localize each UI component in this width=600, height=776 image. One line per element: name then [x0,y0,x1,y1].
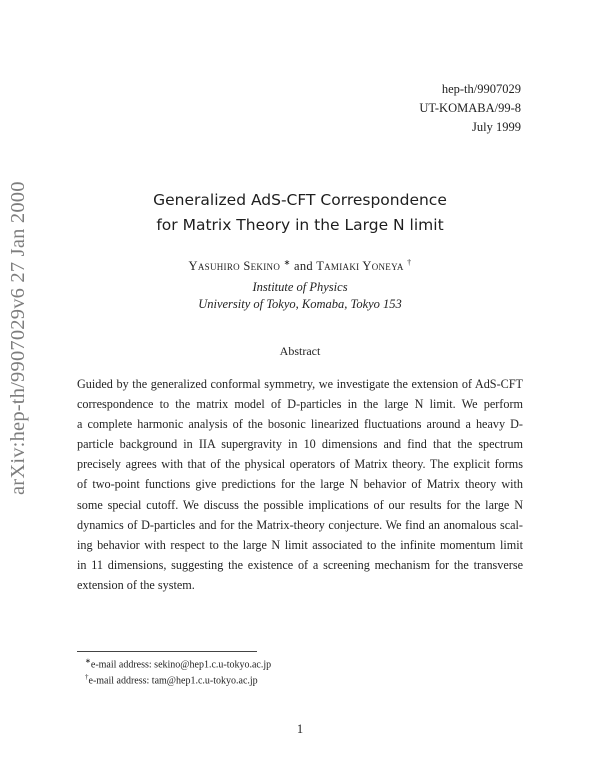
footnote-1-text: e-mail address: sekino@hep1.c.u-tokyo.ac.jp [90,659,272,671]
abstract-line: in 11 dimensions, suggesting the existence of a screening mechanism for the transverse [77,557,523,572]
institution-code: UT-KOMABA/99-8 [419,101,521,115]
footnote-2-mark: † [85,673,89,682]
abstract-line: some special cutoff. We discuss the possible implications of our results for the large N [77,497,523,512]
abstract-heading: Abstract [279,344,321,358]
footnotes [85,655,271,688]
footnote-1-mark: ∗ [85,657,91,665]
author-conjunction: and [294,259,313,274]
abstract-line: ing behavior with respect to the large N limit associated to the infinite momentum limit [77,537,523,552]
author-name-2: Tamiaki Yoneya [316,259,404,274]
abstract-line: particle background in IIA supergravity in 10 dimensions and find that the spectrum [77,437,523,452]
abstract-line: extension of the system. [77,577,195,592]
abstract-line: of two-point functions give predictions for the large N behavior of Matrix theory with [77,477,523,492]
report-info [419,80,521,137]
affiliation-line-1: Institute of Physics [252,280,348,294]
abstract-line: a complete harmonic analysis of the bosonic linearized fluctuations around a heavy D- [77,417,523,432]
footnote-mark-2: † [407,258,412,267]
paper-title [0,188,600,238]
page-number: 1 [296,722,304,736]
abstract-line: correspondence to the matrix model of D-particles in the large N limit. We perform [77,397,523,412]
footnote-2 [85,671,271,687]
title-line-2: for Matrix Theory in the Large N limit [156,216,444,234]
author-name-1: Yasuhiro Sekino [188,259,281,274]
title-line-1: Generalized AdS-CFT Correspondence [153,191,447,209]
arxiv-identifier-stamp: arXiv:hep-th/9907029v6 27 Jan 2000 [7,181,29,495]
footnote-1 [85,655,271,671]
report-number: hep-th/9907029 [441,82,521,96]
abstract-line: dynamics of D-particles and for the Matrix-theory conjecture. We find an anomalous scal- [77,517,523,532]
abstract-line: Guided by the generalized conformal symmetry, we investigate the extension of AdS-CFT [77,377,523,391]
footnote-mark-1: ∗ [283,258,291,267]
footnote-2-text: e-mail address: tam@hep1.c.u-tokyo.ac.jp [88,675,258,687]
footnote-divider [77,651,257,652]
author-list [0,258,600,274]
affiliation [0,279,600,312]
abstract-line: precisely agrees with that of the physical operators of Matrix theory. The explicit forms [77,457,523,472]
abstract-body [77,374,523,595]
report-date: July 1999 [472,120,521,134]
affiliation-line-2: University of Tokyo, Komaba, Tokyo 153 [198,296,402,311]
